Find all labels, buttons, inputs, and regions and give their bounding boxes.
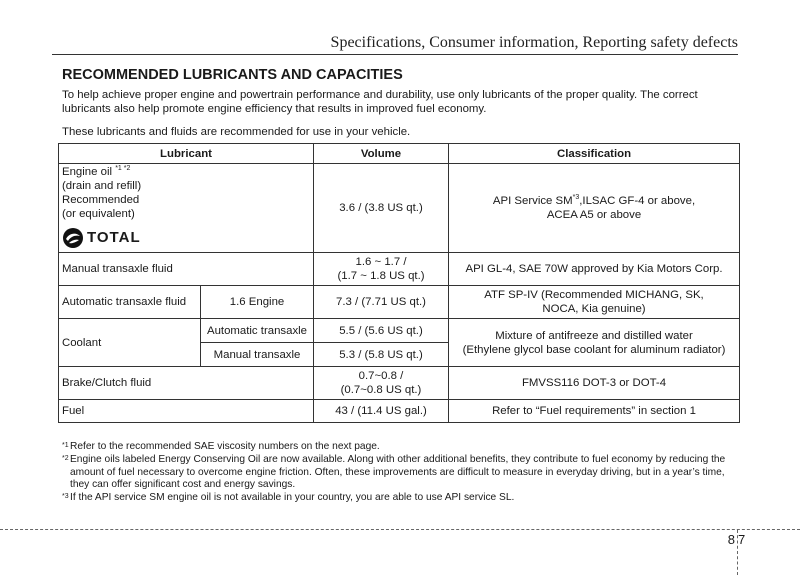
engine-oil-label: Engine oil — [62, 166, 113, 178]
auto-fluid-class-1: ATF SP-IV (Recommended MICHANG, SK, — [484, 289, 704, 301]
intro-paragraph: To help achieve proper engine and powertrain performance and durability, use only lubricants of the proper quality. The correct lubricants also help promote engine efficiency that results in improved fuel economy. — [62, 89, 698, 115]
engine-oil-volume: 3.6 / (3.8 US qt.) — [314, 164, 449, 253]
manual-fluid-volume-1: 1.6 ~ 1.7 / — [355, 256, 407, 268]
engine-oil-classification — [449, 164, 740, 253]
footnote-3-mark: *3 — [62, 493, 69, 501]
auto-fluid-label: Automatic transaxle fluid — [59, 286, 201, 319]
fuel-classification: Refer to “Fuel requirements” in section 1 — [449, 400, 740, 423]
coolant-sub-manual: Manual transaxle — [201, 343, 314, 367]
recommend-sentence: These lubricants and fluids are recommended for use in your vehicle. — [62, 126, 411, 138]
footnote-2 — [62, 454, 742, 491]
engine-oil-class-mark: *3 — [572, 194, 580, 202]
lubricants-table — [58, 143, 740, 423]
coolant-volume-manual: 5.3 / (5.8 US qt.) — [314, 343, 449, 367]
footnote-3-text: If the API service SM engine oil is not available in your country, you are able to use API service SL. — [70, 492, 515, 504]
auto-fluid-classification — [449, 286, 740, 319]
engine-oil-class-c: ACEA A5 or above — [546, 209, 642, 221]
fuel-volume: 43 / (11.4 US gal.) — [314, 400, 449, 423]
engine-oil-cell — [59, 164, 314, 253]
table-row-brake — [59, 367, 740, 400]
footnote-3 — [62, 492, 742, 504]
engine-oil-line4: (or equivalent) — [62, 208, 135, 220]
footnote-1-text: Refer to the recommended SAE viscosity numbers on the next page. — [70, 441, 380, 452]
footnote-1-mark: *1 — [62, 442, 69, 449]
coolant-classification — [449, 319, 740, 367]
footnotes — [62, 441, 742, 505]
total-logo-text: TOTAL — [87, 229, 141, 246]
coolant-volume-auto: 5.5 / (5.6 US qt.) — [314, 319, 449, 343]
chapter-header-title: Specifications, Consumer information, Reporting safety defects — [330, 34, 738, 51]
header-lubricant: Lubricant — [59, 144, 314, 164]
engine-oil-line3: Recommended — [62, 194, 140, 206]
engine-oil-line2: (drain and refill) — [62, 180, 142, 192]
page-chapter-number: 8 — [727, 532, 735, 547]
header-volume: Volume — [314, 144, 449, 164]
total-logo-icon — [62, 227, 84, 249]
auto-fluid-sub: 1.6 Engine — [201, 286, 314, 319]
brake-classification: FMVSS116 DOT-3 or DOT-4 — [449, 367, 740, 400]
fuel-label: Fuel — [59, 400, 314, 423]
auto-fluid-class-2: NOCA, Kia genuine) — [542, 303, 646, 315]
engine-oil-class-a: API Service SM — [492, 195, 573, 207]
total-logo — [62, 227, 310, 249]
footnote-1 — [62, 441, 742, 453]
footer-divider — [0, 529, 800, 530]
manual-fluid-label: Manual transaxle fluid — [59, 253, 314, 286]
table-row-auto-fluid — [59, 286, 740, 319]
manual-fluid-volume-2: (1.7 ~ 1.8 US qt.) — [337, 270, 425, 282]
coolant-label: Coolant — [59, 319, 201, 367]
coolant-class-1: Mixture of antifreeze and distilled water — [495, 329, 693, 342]
coolant-class-2: (Ethylene glycol base coolant for aluminum radiator) — [462, 343, 726, 356]
coolant-sub-auto: Automatic transaxle — [201, 319, 314, 343]
brake-volume — [314, 367, 449, 400]
auto-fluid-volume: 7.3 / (7.71 US qt.) — [314, 286, 449, 319]
table-row-engine-oil — [59, 164, 740, 253]
manual-fluid-classification: API GL-4, SAE 70W approved by Kia Motors Corp. — [449, 253, 740, 286]
manual-fluid-volume — [314, 253, 449, 286]
brake-volume-1: 0.7~0.8 / — [358, 370, 404, 382]
header-rule — [52, 54, 738, 55]
table-row-manual-fluid — [59, 253, 740, 286]
engine-oil-marks: *1 *2 — [115, 165, 131, 173]
table-row-coolant-auto — [59, 319, 740, 343]
footnote-2-text: Engine oils labeled Energy Conserving Oil are now available. Along with other additional benefits, they contribute to fuel economy by reducing the amount of fuel necessary to overcome engine friction. Often, these improvements are difficult to measure in everyday driving, but in a year’s time, they can offer significant cost and energy savings. — [70, 454, 726, 490]
header-classification: Classification — [449, 144, 740, 164]
page-number: 7 — [738, 532, 746, 547]
table-header-row — [59, 144, 740, 164]
table-row-fuel — [59, 400, 740, 423]
engine-oil-class-b: ,ILSAC GF-4 or above, — [579, 195, 696, 207]
brake-volume-2: (0.7~0.8 US qt.) — [340, 384, 422, 396]
section-title: RECOMMENDED LUBRICANTS AND CAPACITIES — [62, 67, 403, 83]
brake-label: Brake/Clutch fluid — [59, 367, 314, 400]
footnote-2-mark: *2 — [62, 455, 69, 463]
